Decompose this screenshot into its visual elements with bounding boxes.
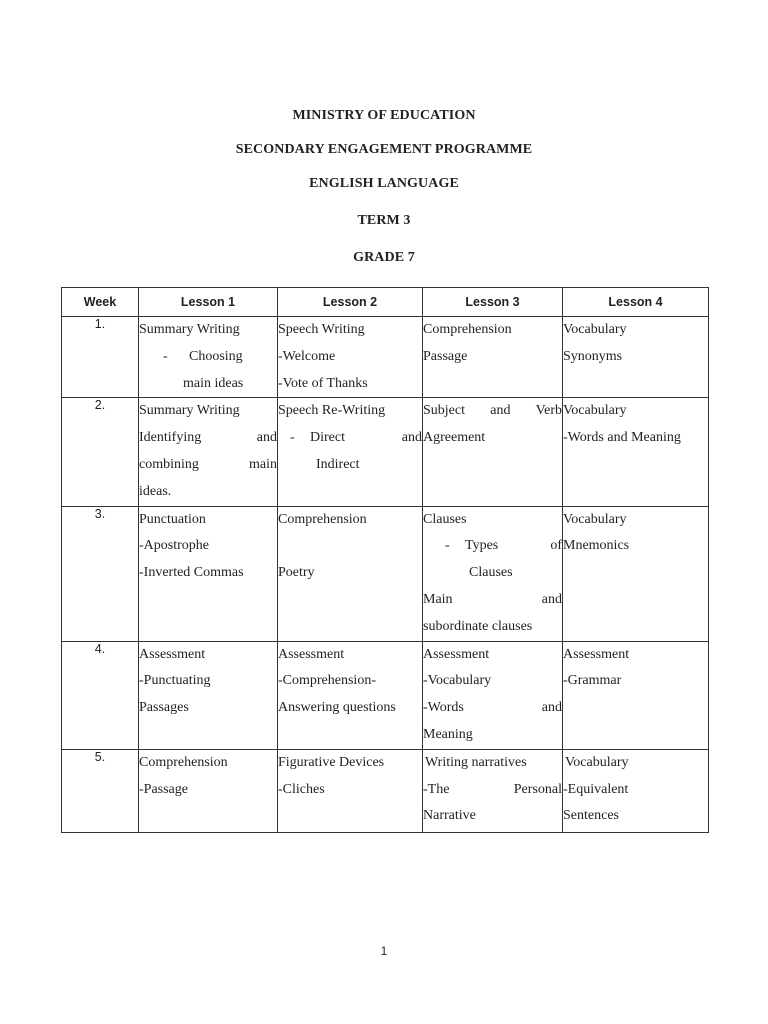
lesson-4-cell bbox=[563, 506, 709, 641]
cell-line: Passage bbox=[423, 348, 468, 364]
cell-line: -Welcome bbox=[278, 348, 336, 364]
week-number: 4. bbox=[62, 641, 139, 749]
cell-line: -Vote of Thanks bbox=[278, 375, 368, 391]
cell-line: Vocabulary bbox=[563, 403, 627, 419]
heading-term: TERM 3 bbox=[357, 213, 411, 228]
header-lesson-1: Lesson 1 bbox=[139, 288, 278, 317]
week-number: 2. bbox=[62, 398, 139, 506]
cell-line: Meaning bbox=[423, 726, 473, 742]
cell-line: Identifying and bbox=[139, 430, 277, 446]
cell-line: -Inverted Commas bbox=[139, 565, 244, 581]
cell-line bbox=[423, 533, 562, 560]
header-lesson-2: Lesson 2 bbox=[278, 288, 423, 317]
lesson-2-cell bbox=[278, 317, 423, 398]
cell-line: Clauses bbox=[423, 511, 467, 527]
cell-line: -Passage bbox=[139, 781, 188, 797]
cell-line: ideas. bbox=[139, 483, 172, 499]
cell-line: Answering questions bbox=[278, 700, 396, 716]
week-number: 5. bbox=[62, 749, 139, 832]
scheme-of-work-table bbox=[61, 287, 709, 833]
table-row bbox=[62, 749, 709, 832]
header-week: Week bbox=[62, 288, 139, 317]
cell-line: main ideas bbox=[183, 375, 244, 391]
cell-line: Comprehension bbox=[278, 511, 367, 527]
cell-line: -Words and bbox=[423, 700, 562, 716]
bullet-dash: - bbox=[445, 538, 450, 554]
lesson-2-cell bbox=[278, 398, 423, 506]
lesson-1-cell bbox=[139, 398, 278, 506]
table-header-row bbox=[62, 288, 709, 317]
cell-line: Assessment bbox=[563, 646, 630, 662]
cell-line-text: Direct and bbox=[310, 430, 422, 446]
cell-line: Speech Writing bbox=[278, 322, 365, 337]
lesson-1-cell bbox=[139, 749, 278, 832]
lesson-4-cell bbox=[563, 398, 709, 506]
cell-line: Subject and Verb bbox=[423, 403, 562, 419]
lesson-3-cell bbox=[423, 398, 563, 506]
cell-line: -The Personal bbox=[423, 781, 562, 797]
cell-line: Comprehension bbox=[423, 322, 512, 337]
table-row bbox=[62, 641, 709, 749]
bullet-dash: - bbox=[290, 430, 295, 446]
cell-line: combining main bbox=[139, 456, 277, 472]
cell-line: Assessment bbox=[139, 646, 206, 662]
heading-subject: ENGLISH LANGUAGE bbox=[309, 176, 459, 191]
page-number: 1 bbox=[380, 944, 388, 958]
cell-line: Main and bbox=[423, 591, 562, 607]
cell-line: -Grammar bbox=[563, 673, 622, 689]
cell-line: Assessment bbox=[423, 646, 490, 662]
heading-programme: SECONDARY ENGAGEMENT PROGRAMME bbox=[235, 142, 533, 157]
cell-line: Mnemonics bbox=[563, 538, 630, 554]
cell-line: Synonyms bbox=[563, 348, 623, 364]
lesson-3-cell bbox=[423, 641, 563, 749]
cell-line-text: Choosing bbox=[189, 348, 243, 364]
cell-line: Vocabulary bbox=[565, 754, 629, 770]
cell-line: -Comprehension- bbox=[278, 673, 376, 689]
lesson-2-cell bbox=[278, 749, 423, 832]
cell-line: Figurative Devices bbox=[278, 754, 385, 770]
cell-line-text: Types of bbox=[465, 538, 562, 554]
header-lesson-4: Lesson 4 bbox=[563, 288, 709, 317]
cell-line bbox=[278, 425, 422, 452]
cell-line: Assessment bbox=[278, 646, 345, 662]
table-row bbox=[62, 506, 709, 641]
table-row bbox=[62, 398, 709, 506]
lesson-1-cell bbox=[139, 506, 278, 641]
lesson-3-cell bbox=[423, 506, 563, 641]
cell-line bbox=[139, 344, 277, 371]
cell-line: Speech Re-Writing bbox=[278, 403, 386, 419]
cell-line: Sentences bbox=[563, 808, 619, 824]
week-number: 1. bbox=[62, 317, 139, 398]
week-number: 3. bbox=[62, 506, 139, 641]
cell-line: Agreement bbox=[423, 430, 486, 446]
cell-line: Summary Writing bbox=[139, 322, 240, 337]
cell-line: subordinate clauses bbox=[423, 618, 533, 634]
cell-line: -Cliches bbox=[278, 781, 325, 797]
cell-line: Vocabulary bbox=[563, 322, 627, 337]
cell-line: -Equivalent bbox=[563, 781, 629, 797]
lesson-2-cell bbox=[278, 506, 423, 641]
lesson-4-cell bbox=[563, 641, 709, 749]
lesson-2-cell bbox=[278, 641, 423, 749]
cell-line: Indirect bbox=[316, 456, 360, 472]
cell-line: -Punctuating bbox=[139, 673, 211, 689]
cell-line: Punctuation bbox=[139, 511, 206, 527]
cell-line: Clauses bbox=[469, 565, 513, 581]
bullet-dash: - bbox=[163, 348, 168, 364]
cell-line: -Vocabulary bbox=[423, 673, 492, 689]
lesson-4-cell bbox=[563, 317, 709, 398]
cell-line: Comprehension bbox=[139, 754, 228, 770]
header-lesson-3: Lesson 3 bbox=[423, 288, 563, 317]
cell-line: Writing narratives bbox=[425, 754, 527, 770]
cell-line: -Words and Meaning bbox=[563, 430, 681, 446]
cell-line: Passages bbox=[139, 700, 189, 716]
cell-line: Narrative bbox=[423, 808, 476, 824]
cell-line: -Apostrophe bbox=[139, 538, 209, 554]
cell-line: Summary Writing bbox=[139, 403, 240, 419]
lesson-4-cell bbox=[563, 749, 709, 832]
cell-line: Vocabulary bbox=[563, 511, 627, 527]
lesson-3-cell bbox=[423, 317, 563, 398]
lesson-1-cell bbox=[139, 641, 278, 749]
heading-ministry: MINISTRY OF EDUCATION bbox=[292, 108, 476, 123]
heading-grade: GRADE 7 bbox=[353, 250, 415, 265]
blank-line bbox=[278, 533, 422, 560]
cell-line: Poetry bbox=[278, 565, 315, 581]
lesson-3-cell bbox=[423, 749, 563, 832]
lesson-1-cell bbox=[139, 317, 278, 398]
table-row bbox=[62, 317, 709, 398]
